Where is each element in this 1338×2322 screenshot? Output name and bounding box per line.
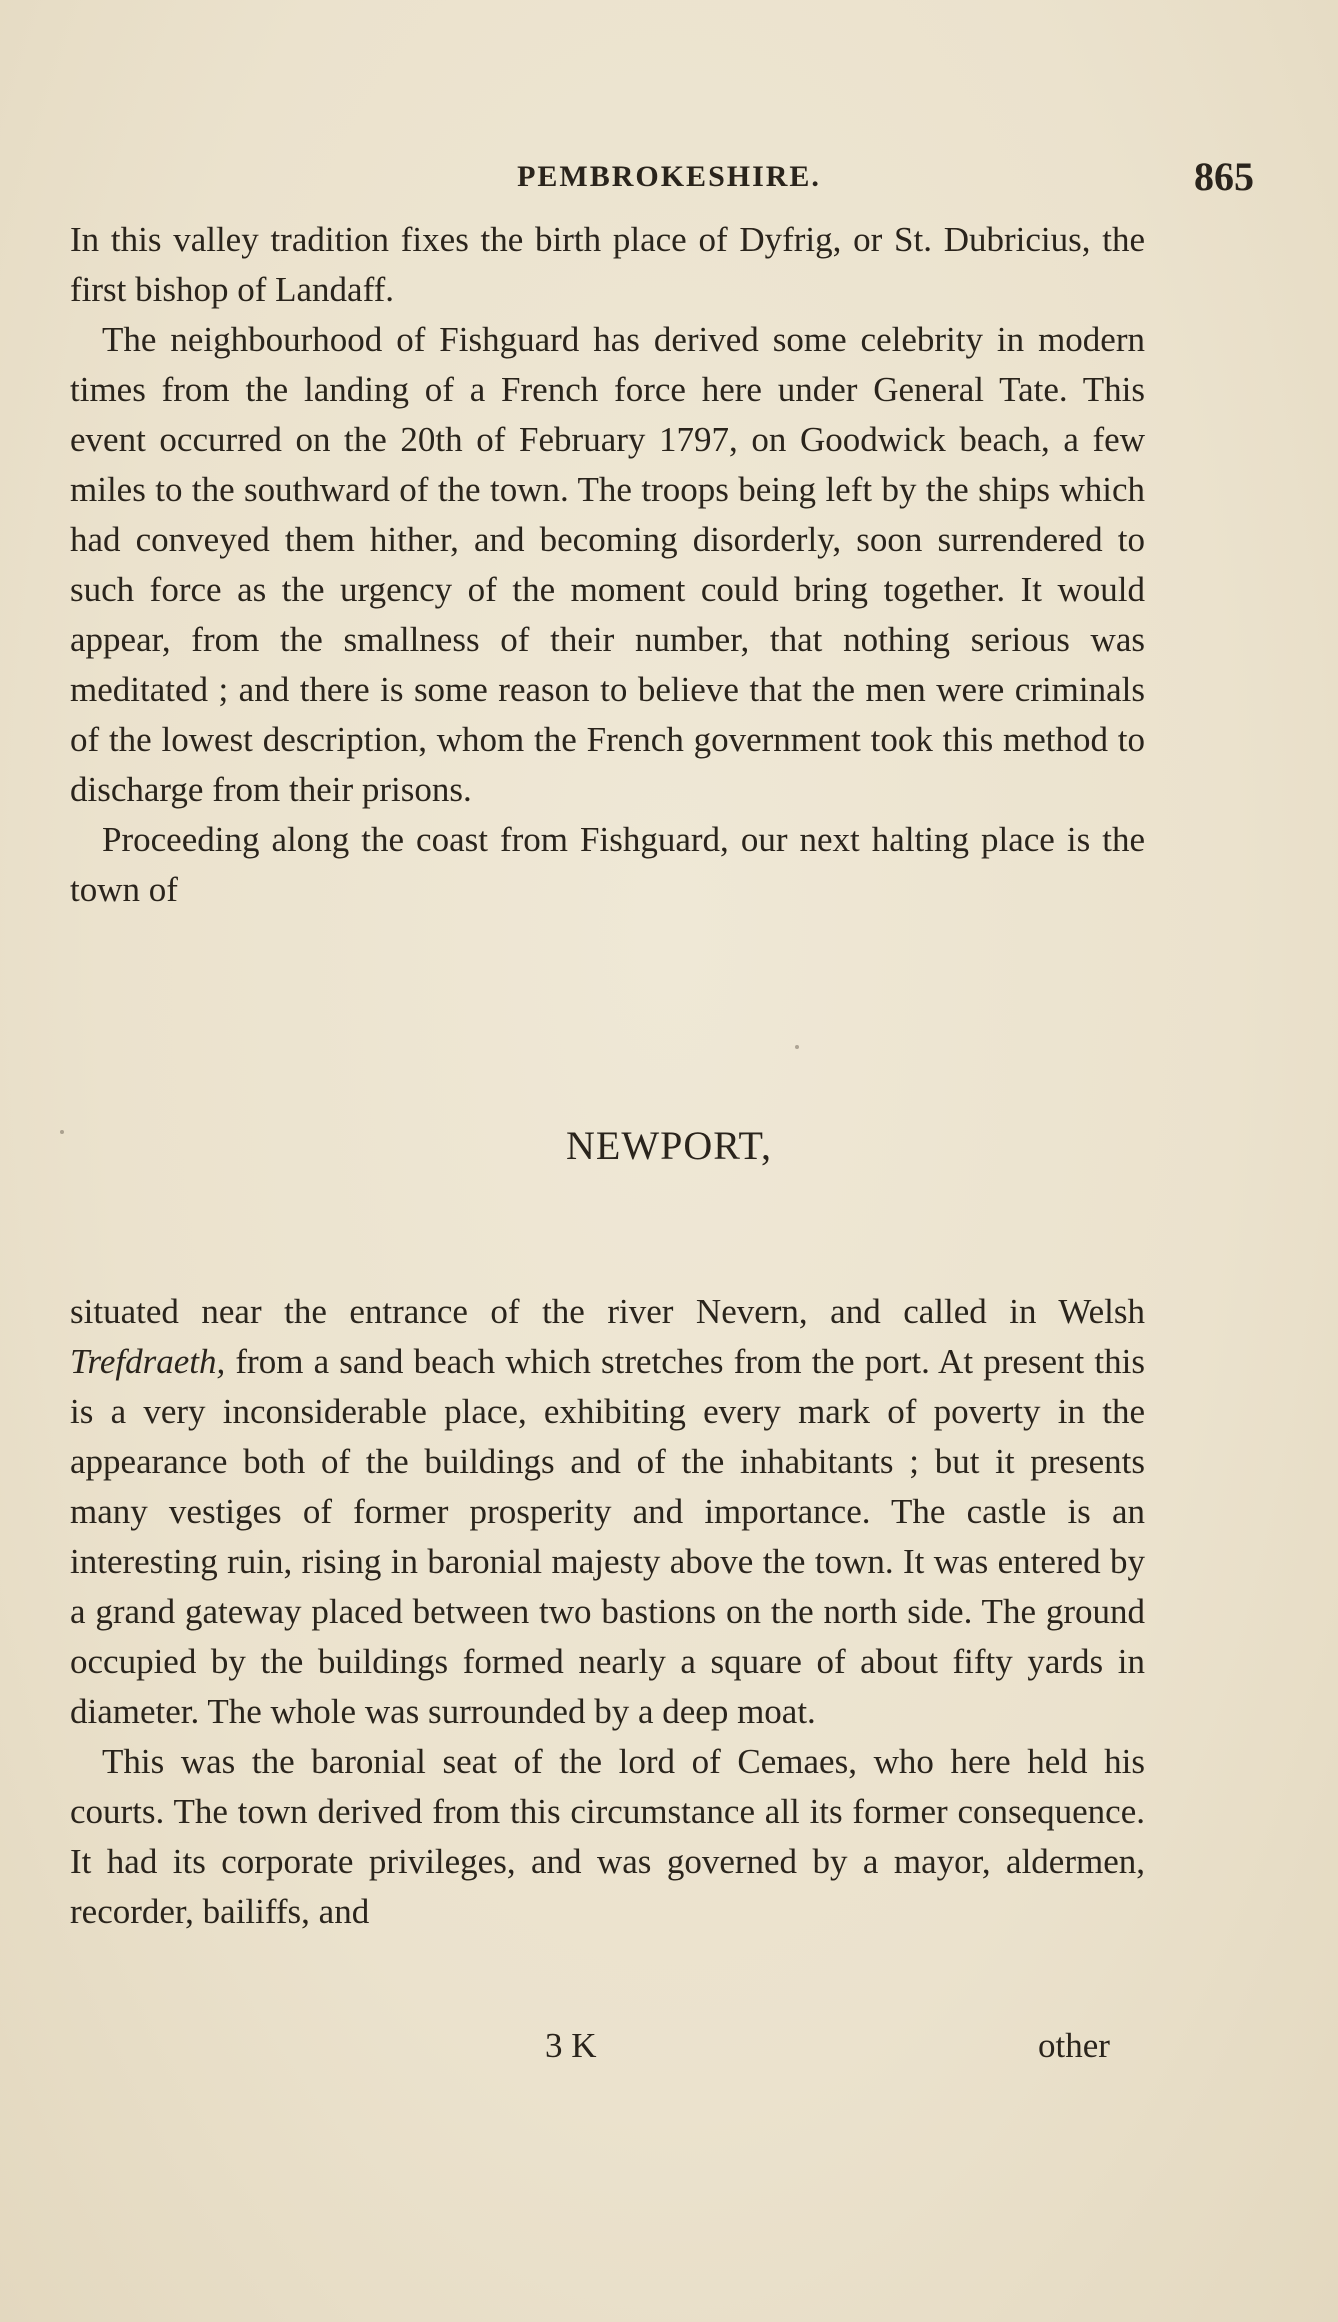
catchword: other xyxy=(1038,2026,1110,2065)
paragraph-proceeding: Proceeding along the coast from Fishguard, our next halting place is the town of xyxy=(70,820,1145,909)
paper-speck xyxy=(795,1045,799,1049)
running-head: PEMBROKESHIRE. xyxy=(517,160,821,193)
paragraph-fishguard: The neighbourhood of Fishguard has derived some celebrity in modern times from the landing of a French force here under General Tate. This event occurred on the 20th of February 1797, on Goodwick beach, a few miles to the southward of the town. The troops being left by the ships which had conveyed them hither, and becoming disorderly, soon surrendered to such force as the urgency of the moment could bring together. It would appear, from the smallness of their number, that nothing serious was meditated ; and there is some reason to believe that the men were criminals of the lowest description, whom the French government took this method to discharge from their prisons. xyxy=(70,320,1145,809)
newport-text-rest: from a sand beach which stretches from the port. At present this is a very inconsiderable place, exhibiting every mark of poverty in the appearance both of the buildings and of the inhabitants ; but it presents many vestiges of former prosperity and importance. The castle is an interesting ruin, rising in baronial majesty above the town. It was entered by a grand gateway placed between two bastions on the north side. The ground occupied by the buildings formed nearly a square of about fifty yards in diameter. The whole was surrounded by a deep moat. xyxy=(70,1342,1145,1731)
page-number: 865 xyxy=(1194,154,1254,199)
newport-text-start: situated near the entrance of the river Nevern, and called in Welsh xyxy=(70,1292,1145,1331)
paragraph-newport xyxy=(70,1287,1145,1737)
paragraph-dyfrig: In this valley tradition fixes the birth place of Dyfrig, or St. Dubricius, the first bishop of Landaff. xyxy=(70,220,1145,309)
text-block-bottom xyxy=(70,1287,1145,1937)
section-heading-newport: NEWPORT, xyxy=(566,1123,772,1168)
text-block-top xyxy=(70,215,1145,915)
signature-mark: 3 K xyxy=(545,2026,597,2065)
paragraph-baronial-seat: This was the baronial seat of the lord of Cemaes, who here held his courts. The town derived from this circumstance all its former consequence. It had its corporate privileges, and was governed by a mayor, aldermen, recorder, bailiffs, and xyxy=(70,1742,1145,1931)
paper-speck xyxy=(60,1130,64,1134)
welsh-name: Trefdraeth, xyxy=(70,1342,226,1381)
